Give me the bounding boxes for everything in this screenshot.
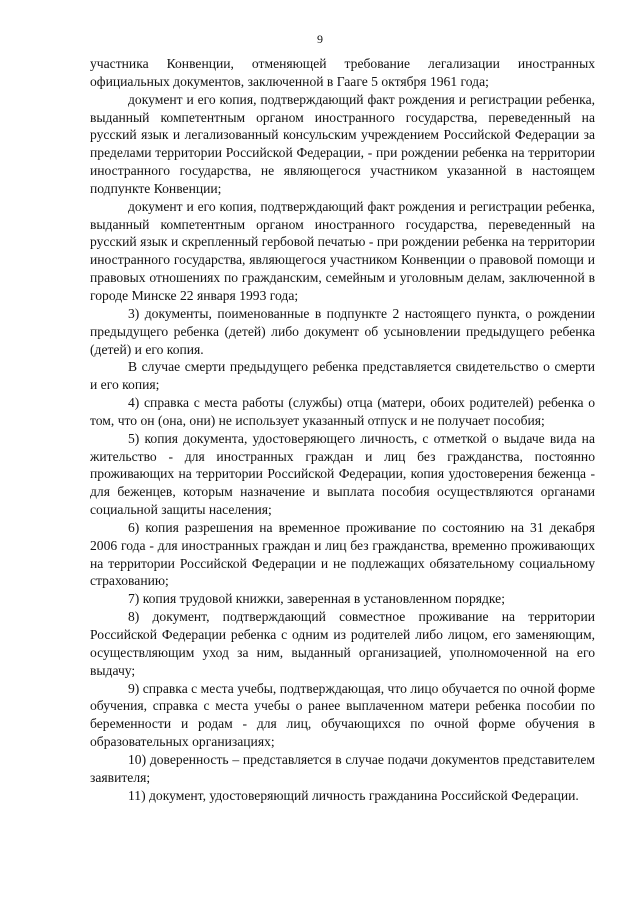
paragraph-item-6: 6) копия разрешения на временное проживание по состоянию на 31 декабря 2006 года - для иностранных граждан и лиц без гражданства, временно проживающих на территории Российской Федерации и не подлежащих обязательному социальному страхованию; [90,519,595,589]
paragraph-item-7: 7) копия трудовой книжки, заверенная в установленном порядке; [128,591,505,607]
page-number: 9 [317,32,323,46]
paragraph-item-8: 8) документ, подтверждающий совместное проживание на территории Российской Федерации ребенка с одним из родителей либо лицом, его заменяющим, осуществляющим уход за ним, выданный организацией, уполномоченной на его выдачу; [90,609,595,678]
paragraph-item-9: 9) справка с места учебы, подтверждающая, что лицо обучается по очной форме обучения, справка с места учебы о ранее выплаченном матери ребенка пособии по беременности и родам - для лиц, обучающихся по очной форме обучения в образовательных организациях; [90,680,595,750]
paragraph-item-5: 5) копия документа, удостоверяющего личность, с отметкой о выдаче вида на жительство - для иностранных граждан и лиц без гражданства, постоянно проживающих на территории Российской Федерации, копия удостоверения беженца - для беженцев, которым назначение и выплата пособия осуществляются органами социальной защиты населения; [90,430,595,518]
paragraph-death-certificate: В случае смерти предыдущего ребенка представляется свидетельство о смерти и его копия; [90,359,595,393]
paragraph-item-11: 11) документ, удостоверяющий личность гражданина Российской Федерации. [128,787,579,803]
paragraph-continuation: участника Конвенции, отменяющей требование легализации иностранных официальных документов, заключенной в Гааге 5 октября 1961 года; [90,56,595,89]
document-body [90,55,595,804]
paragraph-item-4: 4) справка с места работы (службы) отца (матери, обоих родителей) ребенка о том, что он (она, они) не использует указанный отпуск и не получает пособия; [90,395,595,428]
paragraph-item-3: 3) документы, поименованные в подпункте 2 настоящего пункта, о рождении предыдущего ребенка (детей) либо документ об усыновлении предыдущего ребенка (детей) и его копия. [90,305,595,357]
paragraph-birth-document-sealed: документ и его копия, подтверждающий факт рождения и регистрации ребенка, выданный компетентным органом иностранного государства, переведенный на русский язык и скрепленный гербовой печатью - при рождении ребенка на территории иностранного государства, являющегося участником Конвенции о правовой помощи и правовых отношениях по гражданским, семейным и уголовным делам, заключенной в городе Минске 22 января 1993 года; [90,198,595,303]
paragraph-item-10: 10) доверенность – представляется в случае подачи документов представителем заявителя; [90,751,595,785]
paragraph-birth-document-legalized: документ и его копия, подтверждающий факт рождения и регистрации ребенка, выданный компетентным органом иностранного государства, переведенный на русский язык и легализованный консульским учреждением Российской Федерации за пределами территории Российской Федерации, - при рождении ребенка на территории иностранного государства, не являющегося участником указанной в настоящем подпункте Конвенции; [90,91,595,196]
